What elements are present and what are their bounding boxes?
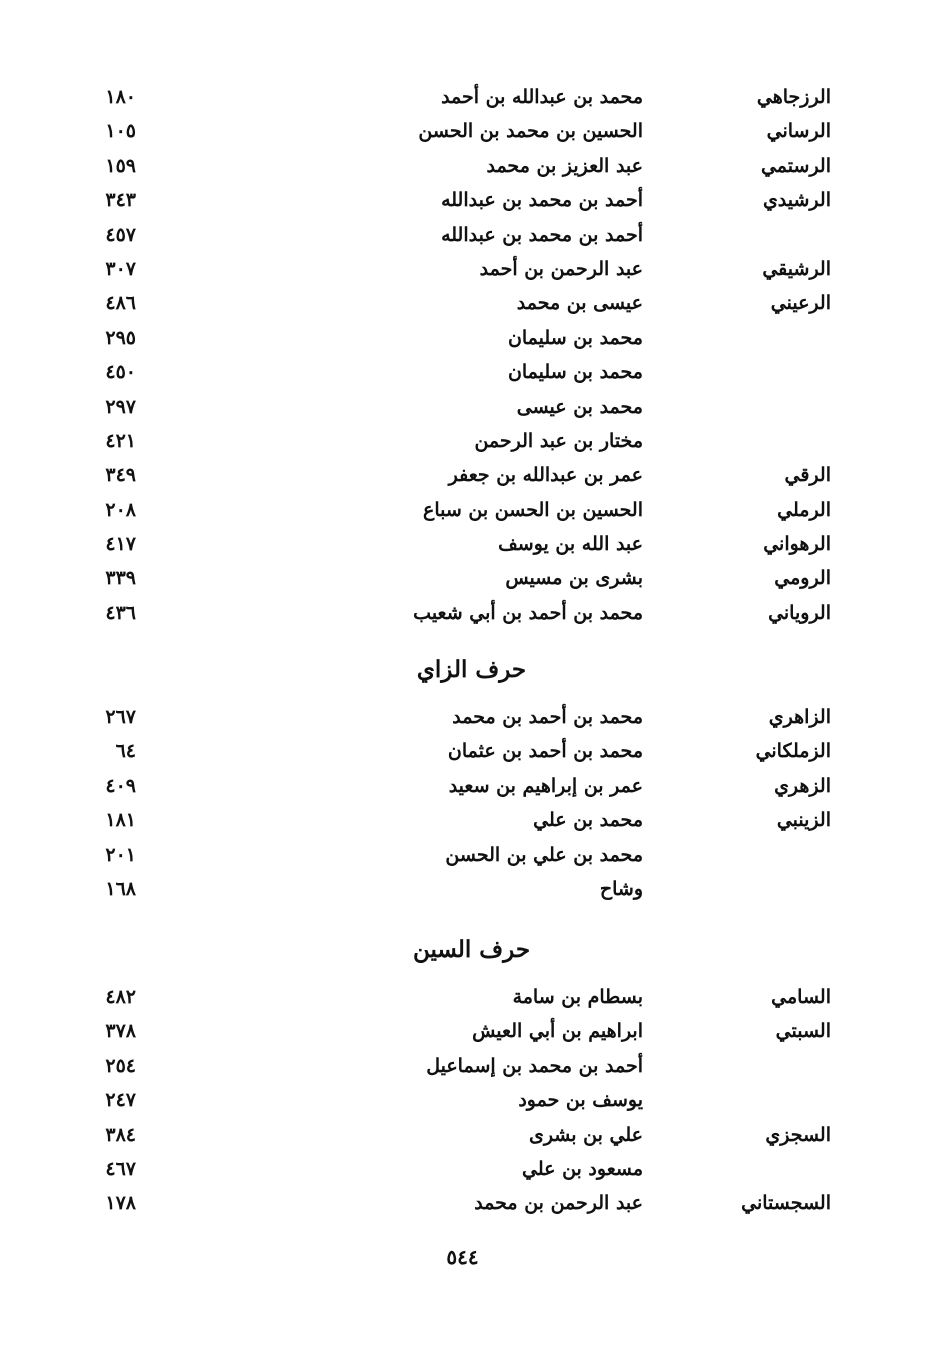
index-entry — [0, 872, 943, 906]
entry-nisba: الرقي — [784, 464, 831, 487]
entry-name: بسطام بن سامة — [512, 986, 643, 1008]
entry-name: محمد بن عيسى — [516, 395, 643, 418]
entry-name: أحمد بن محمد بن عبدالله — [441, 223, 643, 246]
index-entry — [0, 700, 943, 734]
entry-page-number: ٤٣٦ — [105, 601, 136, 624]
index-entry — [0, 980, 943, 1014]
entry-page-number: ١٦٨ — [105, 877, 136, 900]
entry-name: عبد الرحمن بن أحمد — [479, 257, 643, 280]
entry-nisba: الرزجاهي — [756, 86, 831, 108]
entry-page-number: ٢٠١ — [105, 843, 136, 866]
entry-page-number: ٢٤٧ — [105, 1089, 136, 1112]
entry-nisba: السجستاني — [741, 1192, 831, 1215]
entry-nisba: الزملكاني — [755, 740, 831, 763]
entry-nisba: الزاهري — [768, 706, 831, 728]
entry-page-number: ١٥٩ — [105, 154, 136, 177]
entry-nisba: السجزي — [765, 1123, 831, 1146]
entry-page-number: ٤٠٩ — [105, 774, 136, 797]
entry-name: محمد بن علي بن الحسن — [445, 843, 643, 866]
index-entry — [0, 493, 943, 527]
entry-page-number: ٢٩٧ — [105, 395, 136, 418]
entry-page-number: ٣٠٧ — [105, 257, 136, 280]
entry-name: عبد الله بن يوسف — [498, 533, 643, 556]
index-entry — [0, 149, 943, 183]
entry-name: مختار بن عبد الرحمن — [474, 429, 643, 452]
entry-page-number: ٤٥٠ — [105, 361, 136, 384]
entry-page-number: ١٨٠ — [105, 86, 136, 108]
entry-nisba: الرومي — [774, 567, 831, 590]
index-entry — [0, 218, 943, 252]
index-entry — [0, 1152, 943, 1186]
entry-name: محمد بن أحمد بن محمد — [452, 706, 643, 728]
entry-name: محمد بن سليمان — [507, 361, 643, 384]
index-entry — [0, 1014, 943, 1048]
section-heading: حرف السين — [412, 936, 531, 963]
entry-name: عمر بن عبدالله بن جعفر — [448, 464, 643, 487]
entry-nisba: الرعيني — [770, 292, 831, 315]
entry-page-number: ٣٧٨ — [105, 1020, 136, 1043]
entry-page-number: ٣٤٣ — [105, 189, 136, 212]
entry-nisba: الرهواني — [763, 533, 831, 556]
entry-page-number: ٣٣٩ — [105, 567, 136, 590]
index-entry — [0, 80, 943, 114]
index-entry — [0, 838, 943, 872]
index-entry — [0, 114, 943, 148]
entry-name: محمد بن عبدالله بن أحمد — [441, 86, 643, 108]
entry-name: محمد بن سليمان — [507, 326, 643, 349]
entry-nisba: الروياني — [768, 601, 831, 624]
entry-page-number: ١٧٨ — [105, 1192, 136, 1215]
entry-page-number: ٤٦٧ — [105, 1157, 136, 1180]
index-entry — [0, 390, 943, 424]
entry-page-number: ٤٨٢ — [105, 986, 136, 1008]
index-entry — [0, 252, 943, 286]
entry-name: محمد بن أحمد بن عثمان — [447, 740, 643, 763]
index-entry — [0, 321, 943, 355]
entry-name: يوسف بن حمود — [518, 1089, 643, 1112]
entry-name: عمر بن إبراهيم بن سعيد — [448, 774, 643, 797]
index-entry — [0, 183, 943, 217]
entry-name: محمد بن أحمد بن أبي شعيب — [413, 601, 643, 624]
entry-page-number: ١٠٥ — [105, 120, 136, 143]
index-entry — [0, 527, 943, 561]
entry-page-number: ٢٦٧ — [105, 706, 136, 728]
index-entry — [0, 1186, 943, 1220]
index-entry — [0, 1049, 943, 1083]
entry-name: ابراهيم بن أبي العيش — [472, 1020, 643, 1043]
entry-nisba: السبتي — [775, 1020, 831, 1043]
entry-nisba: الرشيدي — [762, 189, 831, 212]
index-entry — [0, 424, 943, 458]
entry-nisba: الرستمي — [760, 154, 831, 177]
entry-nisba: الزهري — [774, 774, 831, 797]
index-entry — [0, 1118, 943, 1152]
entry-page-number: ٤٨٦ — [105, 292, 136, 315]
entry-page-number: ١٨١ — [105, 809, 136, 832]
section-heading: حرف الزاي — [416, 656, 527, 683]
index-entry — [0, 769, 943, 803]
entry-nisba: الزينبي — [776, 809, 831, 832]
entry-page-number: ٤٢١ — [105, 429, 136, 452]
entry-name: عبد العزيز بن محمد — [486, 154, 643, 177]
index-entry — [0, 355, 943, 389]
index-entry — [0, 1083, 943, 1117]
page-number: ٥٤٤ — [446, 1245, 479, 1269]
index-entry — [0, 803, 943, 837]
section-ra — [0, 80, 943, 630]
entry-name: محمد بن علي — [533, 809, 643, 832]
entry-page-number: ٤٥٧ — [105, 223, 136, 246]
entry-name: الحسين بن محمد بن الحسن — [418, 120, 643, 143]
entry-name: عبد الرحمن بن محمد — [474, 1192, 643, 1215]
entry-name: وشاح — [599, 877, 643, 900]
index-entry — [0, 286, 943, 320]
entry-page-number: ٢٩٥ — [105, 326, 136, 349]
entry-nisba: السامي — [771, 986, 831, 1008]
entry-name: أحمد بن محمد بن إسماعيل — [426, 1054, 643, 1077]
section-sin — [0, 980, 943, 1221]
entry-name: أحمد بن محمد بن عبدالله — [441, 189, 643, 212]
entry-name: بشرى بن مسيس — [505, 567, 643, 590]
entry-name: علي بن بشرى — [528, 1123, 643, 1146]
entry-page-number: ٣٤٩ — [105, 464, 136, 487]
entry-nisba: الرساني — [766, 120, 831, 143]
entry-nisba: الرملي — [777, 498, 831, 521]
entry-page-number: ٣٨٤ — [105, 1123, 136, 1146]
entry-name: الحسين بن الحسن بن سباع — [423, 498, 643, 521]
index-entry — [0, 596, 943, 630]
entry-page-number: ٢٥٤ — [105, 1054, 136, 1077]
entry-name: مسعود بن علي — [521, 1157, 643, 1180]
index-entry — [0, 561, 943, 595]
entry-name: عيسى بن محمد — [516, 292, 643, 315]
entry-page-number: ٢٠٨ — [105, 498, 136, 521]
entry-nisba: الرشيقي — [762, 257, 831, 280]
entry-page-number: ٦٤ — [115, 740, 136, 763]
entry-page-number: ٤١٧ — [105, 533, 136, 556]
index-entry — [0, 734, 943, 768]
index-entry — [0, 458, 943, 492]
section-zay — [0, 700, 943, 906]
